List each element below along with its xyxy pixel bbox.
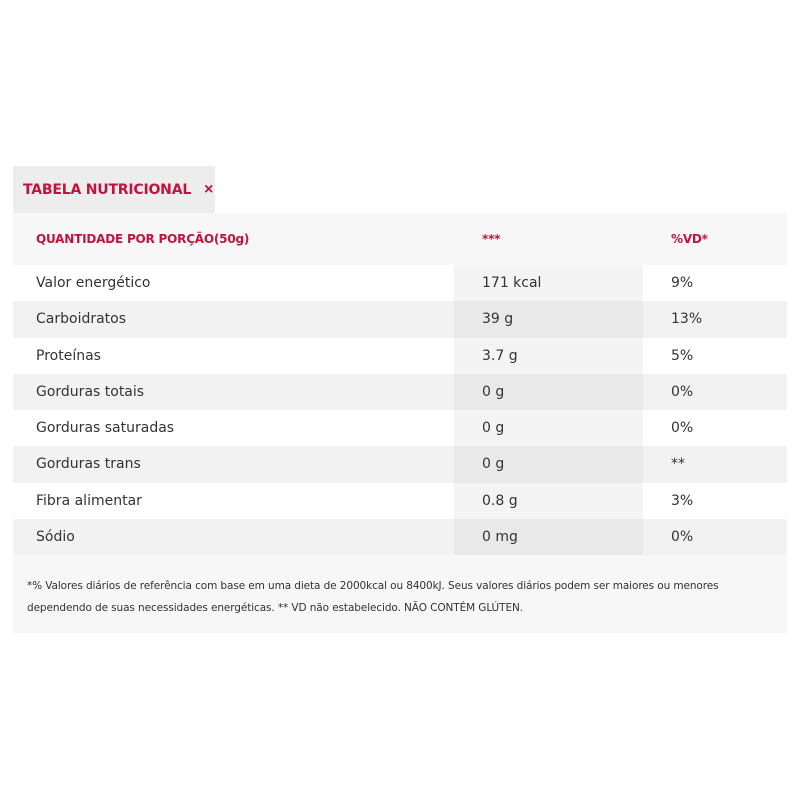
row-name: Sódio — [36, 529, 75, 546]
row-quantity: 0 mg — [482, 529, 518, 546]
row-name: Gorduras trans — [36, 456, 141, 473]
table-row — [13, 483, 787, 519]
table-row — [13, 301, 787, 337]
row-vd: ** — [671, 456, 685, 473]
row-vd: 0% — [671, 383, 694, 400]
header-quantity: *** — [482, 232, 501, 246]
tab-title: TABELA NUTRICIONAL — [23, 181, 192, 198]
row-vd: 5% — [671, 347, 694, 364]
row-quantity: 171 kcal — [482, 275, 542, 291]
footnote: *% Valores diários de referência com base em uma dieta de 2000kcal ou 8400kJ. Seus valores diários podem ser maiores ou menores dependendo de suas necessidades energéticas. ** VD não estabelecido. NÃO CONTÉM GLÚTEN. — [27, 580, 719, 614]
row-quantity: 0 g — [482, 456, 505, 473]
table-row — [13, 410, 787, 446]
row-name: Proteínas — [36, 347, 101, 364]
row-quantity: 3.7 g — [482, 347, 518, 364]
row-quantity: 0 g — [482, 420, 505, 437]
table-body — [13, 265, 787, 555]
table-row — [13, 446, 787, 482]
row-vd: 0% — [671, 420, 694, 437]
row-quantity: 0.8 g — [482, 492, 518, 509]
close-icon[interactable]: × — [204, 180, 214, 198]
row-vd: 3% — [671, 492, 694, 509]
row-name: Fibra alimentar — [36, 492, 142, 509]
table-row — [13, 265, 787, 301]
row-name: Gorduras totais — [36, 383, 145, 400]
header-vd: %VD* — [671, 232, 708, 246]
nutrition-table-panel — [13, 213, 787, 633]
row-quantity: 0 g — [482, 383, 505, 400]
row-quantity: 39 g — [482, 311, 514, 328]
table-header — [13, 213, 787, 265]
table-row — [13, 519, 787, 555]
row-name: Gorduras saturadas — [36, 420, 175, 437]
nutrition-table-tab[interactable] — [13, 166, 215, 213]
row-vd: 0% — [671, 529, 694, 546]
row-name: Valor energético — [36, 275, 151, 291]
header-portion: QUANTIDADE POR PORÇÃO(50g) — [36, 232, 250, 246]
row-vd: 13% — [671, 311, 703, 328]
row-vd: 9% — [671, 275, 694, 291]
table-row — [13, 338, 787, 374]
table-row — [13, 374, 787, 410]
row-name: Carboidratos — [36, 311, 127, 328]
